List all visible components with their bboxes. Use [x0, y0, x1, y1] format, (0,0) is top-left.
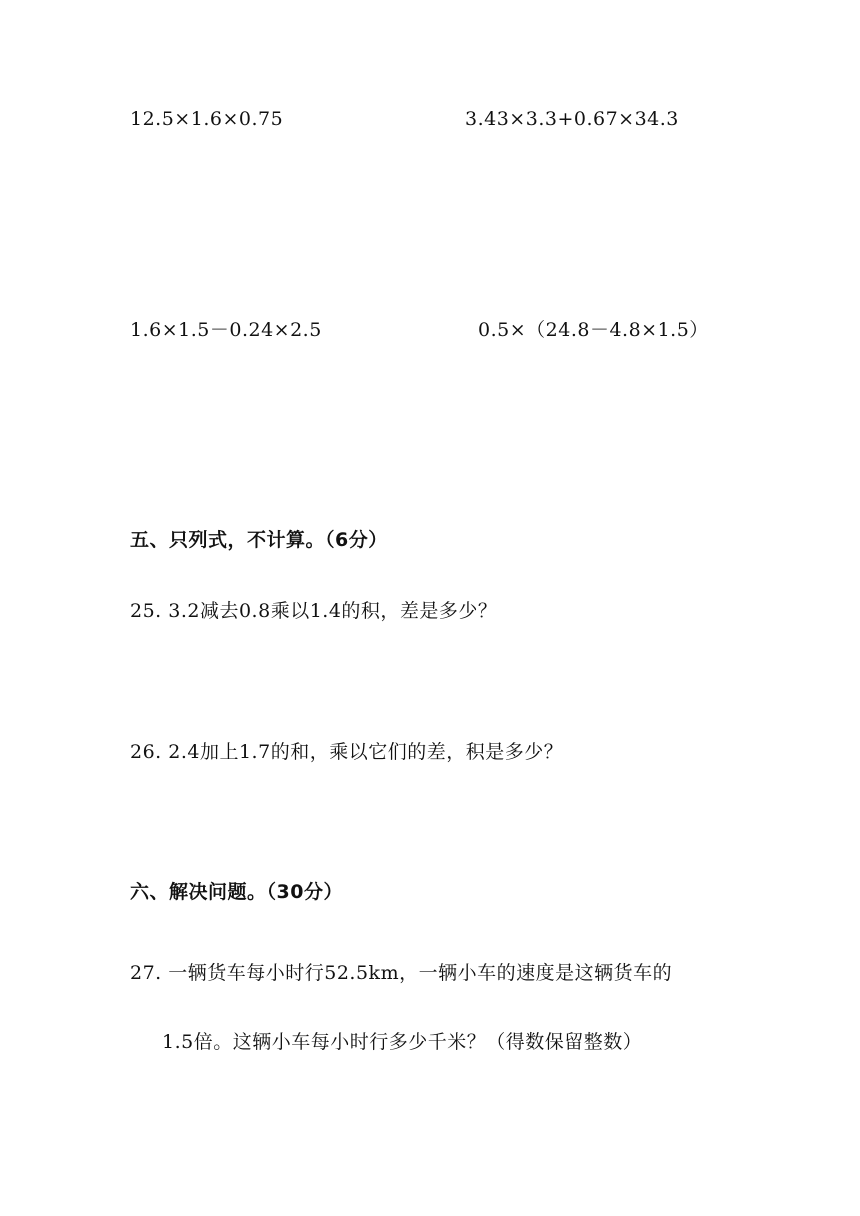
question-27-line-2: 1.5倍。这辆小车每小时行多少千米？（得数保留整数）: [162, 1031, 643, 1053]
question-25: 25. 3.2减去0.8乘以1.4的积，差是多少？: [130, 600, 498, 622]
section-5-title: 五、只列式，不计算。（6分）: [130, 529, 388, 551]
expression-2: 3.43×3.3+0.67×34.3: [465, 108, 679, 130]
section-6-title: 六、解决问题。（30分）: [130, 881, 343, 903]
question-26: 26. 2.4加上1.7的和，乘以它们的差，积是多少？: [130, 741, 564, 763]
expression-4: 0.5×（24.8－4.8×1.5）: [478, 319, 709, 341]
question-27-line-1: 27. 一辆货车每小时行52.5km，一辆小车的速度是这辆货车的: [130, 962, 673, 984]
expression-1: 12.5×1.6×0.75: [130, 108, 284, 130]
expression-3: 1.6×1.5－0.24×2.5: [130, 319, 322, 341]
